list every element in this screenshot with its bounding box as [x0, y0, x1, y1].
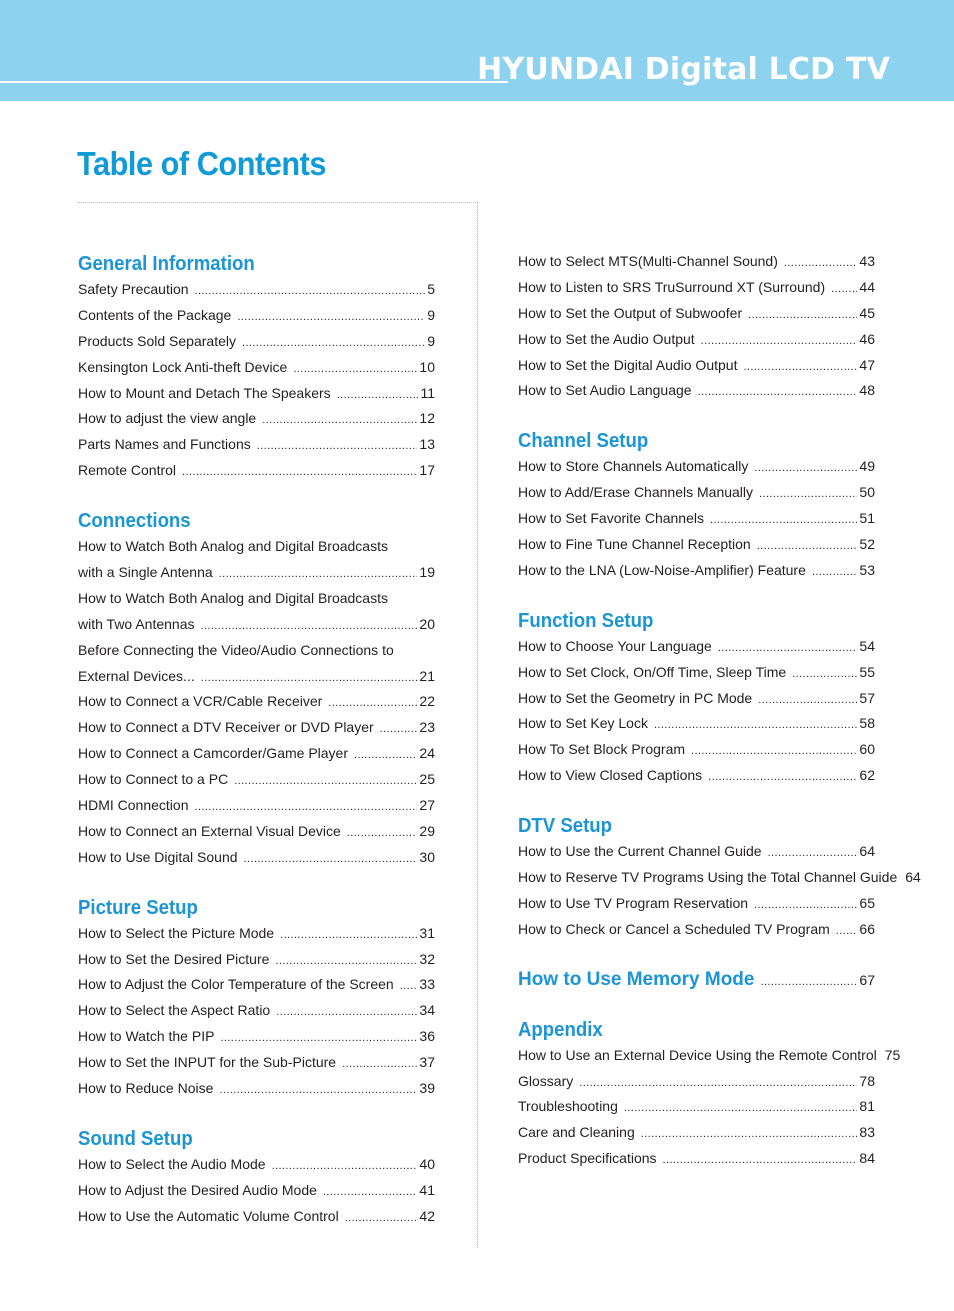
section-title: Picture Setup	[78, 896, 198, 919]
section-title: Appendix	[518, 1018, 603, 1041]
leader-dots	[347, 821, 418, 847]
leader-dots	[754, 456, 857, 482]
toc-entry-page: 62	[859, 767, 875, 784]
toc-entry-page: 64	[859, 843, 875, 860]
leader-dots	[195, 279, 426, 305]
toc-entry-title: How to Set Clock, On/Off Time, Sleep Time	[518, 663, 787, 680]
toc-entry-page: 65	[859, 894, 875, 911]
toc-entry-title: How to Mount and Detach The Speakers	[78, 384, 331, 401]
toc-entry-page: 34	[419, 1002, 435, 1019]
leader-dots	[754, 893, 857, 919]
leader-dots	[708, 765, 857, 791]
leader-dots	[836, 919, 858, 945]
toc-entry-title: How to Adjust the Color Temperature of the Screen	[78, 976, 394, 993]
toc-entry-page: 13	[419, 436, 435, 453]
toc-entry[interactable]	[518, 353, 875, 379]
toc-entry[interactable]	[518, 763, 875, 789]
toc-entry-page: 84	[859, 1150, 875, 1167]
toc-entry-title: How to Fine Tune Channel Reception	[518, 536, 751, 553]
leader-dots	[345, 1206, 418, 1232]
section-general-information	[78, 251, 435, 484]
toc-entry-title: Safety Precaution	[78, 281, 189, 297]
toc-entry-title: How to Check or Cancel a Scheduled TV Program	[518, 920, 830, 937]
leader-dots	[663, 1148, 858, 1174]
section-title: How to Use Memory Mode	[518, 968, 755, 990]
toc-entry-page: 67	[859, 971, 875, 988]
toc-entry-title: Glossary	[518, 1072, 574, 1089]
toc-entry-page: 51	[859, 510, 875, 527]
toc-entry-page: 45	[859, 304, 875, 321]
column-divider	[477, 202, 478, 1248]
toc-entry[interactable]	[518, 1069, 875, 1095]
toc-entry[interactable]	[78, 767, 435, 793]
toc-left-column	[78, 251, 435, 1230]
banner-rule	[0, 81, 508, 83]
toc-entry-page: 9	[427, 306, 435, 323]
section-appendix	[518, 1017, 901, 1172]
toc-right-column	[518, 249, 921, 1172]
toc-entry[interactable]	[78, 406, 435, 432]
section-sound-setup-continued	[518, 249, 875, 404]
toc-entry-page: 24	[419, 745, 435, 762]
toc-entry-title: How to Connect a Camcorder/Game Player	[78, 745, 348, 762]
toc-entry-title: Product Specifications	[518, 1150, 657, 1167]
toc-entry-page: 43	[859, 253, 875, 269]
leader-dots	[276, 1000, 417, 1026]
leader-dots	[748, 303, 857, 329]
toc-entry-page: 12	[419, 410, 435, 427]
toc-entry-page: 30	[419, 848, 435, 865]
toc-entry[interactable]	[518, 249, 875, 275]
toc-entry-title: Care and Cleaning	[518, 1124, 635, 1141]
toc-entry-title: HDMI Connection	[78, 797, 189, 814]
toc-entry-title: How to View Closed Captions	[518, 767, 703, 784]
toc-entry[interactable]	[518, 686, 875, 712]
toc-entry[interactable]	[518, 1146, 875, 1172]
toc-entry[interactable]	[518, 327, 875, 353]
leader-dots	[337, 383, 419, 409]
toc-entry[interactable]	[518, 454, 875, 480]
toc-entry[interactable]	[78, 793, 435, 819]
toc-entry-page: 81	[859, 1098, 875, 1115]
leader-dots	[757, 534, 858, 560]
toc-entry-title: How to Select the Audio Mode	[78, 1155, 266, 1172]
toc-entry[interactable]	[78, 947, 435, 973]
toc-entry-memory-mode[interactable]	[518, 965, 875, 995]
toc-entry[interactable]	[78, 560, 435, 586]
leader-dots	[784, 251, 858, 277]
leader-dots	[293, 357, 417, 383]
toc-entry[interactable]	[518, 301, 875, 327]
toc-entry-title: How to Connect to a PC	[78, 771, 229, 788]
toc-entry-text[interactable]: How to Watch Both Analog and Digital Broadcasts	[78, 589, 388, 606]
toc-entry[interactable]	[78, 741, 435, 767]
toc-entry[interactable]	[78, 355, 435, 381]
leader-dots	[768, 841, 858, 867]
toc-entry-page: 60	[859, 741, 875, 758]
section-picture-setup	[78, 895, 435, 1102]
leader-dots	[219, 562, 418, 588]
leader-dots	[380, 717, 418, 743]
toc-entry-title: How to Set the Digital Audio Output	[518, 356, 738, 373]
leader-dots	[812, 560, 858, 586]
leader-dots	[200, 614, 417, 640]
toc-entry-page: 52	[859, 536, 875, 553]
toc-entry[interactable]	[518, 660, 875, 686]
leader-dots	[262, 408, 417, 434]
leader-dots	[195, 795, 418, 821]
toc-entry-title: How to Choose Your Language	[518, 637, 712, 654]
toc-entry-title: How to Use TV Program Reservation	[518, 894, 749, 911]
toc-entry-page: 41	[419, 1181, 435, 1198]
toc-entry-page: 78	[859, 1072, 875, 1089]
page-title: Table of Contents	[77, 145, 326, 182]
toc-entry-page: 44	[859, 278, 875, 295]
toc-entry-title: How to Set the INPUT for the Sub-Picture	[78, 1054, 337, 1071]
toc-entry-title: How to Listen to SRS TruSurround XT (Surround)	[518, 278, 826, 295]
toc-entry[interactable]	[518, 275, 875, 301]
toc-entry[interactable]	[518, 839, 875, 865]
toc-entry-page: 31	[419, 924, 435, 941]
toc-entry[interactable]	[78, 819, 435, 845]
leader-dots	[354, 743, 417, 769]
toc-entry-title: How to Use an External Device Using the Remote Control	[518, 1046, 877, 1063]
toc-entry-page: 27	[419, 797, 435, 814]
toc-entry[interactable]	[78, 998, 435, 1024]
leader-dots	[701, 329, 858, 355]
toc-entry-page: 50	[859, 484, 875, 501]
leader-dots	[234, 769, 417, 795]
toc-entry-title: How to Use Digital Sound	[78, 848, 238, 865]
toc-entry-title: How to Set Audio Language	[518, 382, 692, 399]
leader-dots	[237, 305, 425, 331]
toc-entry-page: 66	[859, 920, 875, 937]
toc-entry-title: How to Use the Current Channel Guide	[518, 843, 762, 860]
toc-entry-page: 49	[859, 458, 875, 475]
toc-entry[interactable]	[518, 711, 875, 737]
toc-entry[interactable]	[518, 737, 875, 763]
toc-entry[interactable]	[78, 612, 435, 638]
section-connections	[78, 508, 435, 871]
toc-entry-page: 39	[419, 1080, 435, 1097]
leader-dots	[759, 482, 857, 508]
toc-entry[interactable]	[78, 381, 435, 407]
toc-entry-page: 46	[859, 330, 875, 347]
toc-entry-page: 83	[859, 1124, 875, 1141]
toc-entry[interactable]	[78, 715, 435, 741]
toc-entry-title: How to Set Key Lock	[518, 715, 648, 732]
toc-entry-page: 11	[420, 384, 435, 401]
section-sound-setup	[78, 1126, 435, 1230]
toc-entry-page: 42	[419, 1207, 435, 1224]
toc-entry-title: How to Select the Aspect Ratio	[78, 1002, 271, 1019]
toc-entry-title: How to Select MTS(Multi-Channel Sound)	[518, 253, 778, 269]
leader-dots	[710, 508, 857, 534]
leader-dots	[275, 949, 417, 975]
toc-entry-title: How to Set the Audio Output	[518, 330, 695, 347]
section-channel-setup	[518, 428, 875, 583]
toc-entry-page: 36	[419, 1028, 435, 1045]
section-function-setup	[518, 608, 875, 789]
leader-dots	[743, 355, 857, 381]
toc-entry[interactable]	[518, 891, 875, 917]
toc-entry-text[interactable]: How to Watch Both Analog and Digital Broadcasts	[78, 538, 388, 555]
toc-entry[interactable]	[518, 506, 875, 532]
toc-entry-title: How to Add/Erase Channels Manually	[518, 484, 754, 501]
toc-entry-title: How to Connect a VCR/Cable Receiver	[78, 693, 323, 710]
toc-entry[interactable]	[78, 845, 435, 871]
section-title: Function Setup	[518, 609, 654, 632]
leader-dots	[244, 847, 418, 873]
leader-dots	[691, 739, 857, 765]
leader-dots	[624, 1096, 858, 1122]
toc-entry-page: 9	[427, 332, 435, 349]
toc-entry-title: How to Set Favorite Channels	[518, 510, 704, 527]
toc-entry-title: Products Sold Separately	[78, 332, 236, 349]
section-title: DTV Setup	[518, 815, 613, 838]
toc-entry[interactable]	[518, 865, 921, 891]
toc-entry-title: How to Select the Picture Mode	[78, 924, 275, 941]
leader-dots	[220, 1026, 417, 1052]
section-dtv-setup	[518, 813, 921, 943]
header-banner	[0, 0, 954, 101]
leader-dots	[280, 923, 417, 949]
toc-entry[interactable]	[78, 1050, 435, 1076]
leader-dots	[257, 434, 418, 460]
toc-entry-title: Kensington Lock Anti-theft Device	[78, 358, 288, 375]
toc-entry-page: 53	[859, 561, 875, 578]
toc-entry-page: 48	[859, 382, 875, 399]
toc-entry-title: Parts Names and Functions	[78, 436, 251, 453]
toc-entry[interactable]	[518, 917, 875, 943]
toc-entry-page: 40	[419, 1155, 435, 1172]
toc-entry[interactable]	[78, 277, 435, 303]
toc-entry[interactable]	[78, 329, 435, 355]
toc-entry-text[interactable]: Before Connecting the Video/Audio Connections to	[78, 641, 394, 658]
toc-entry[interactable]	[78, 458, 435, 484]
toc-entry-page: 47	[859, 356, 875, 373]
toc-entry-title: How to Reserve TV Programs Using the Total Channel Guide	[518, 869, 898, 886]
leader-dots	[758, 688, 857, 714]
section-title: Sound Setup	[78, 1127, 193, 1150]
toc-entry[interactable]	[518, 1043, 901, 1069]
leader-dots	[272, 1154, 418, 1180]
section-title: General Information	[78, 253, 255, 275]
toc-entry-title: with Two Antennas	[78, 615, 195, 632]
leader-dots	[718, 636, 858, 662]
toc-entry-title: with a Single Antenna	[78, 564, 213, 581]
leader-dots	[201, 666, 418, 692]
toc-entry-page: 22	[419, 693, 435, 710]
toc-entry-page: 64	[905, 869, 921, 886]
toc-entry-page: 21	[419, 667, 435, 684]
leader-dots	[698, 380, 858, 406]
toc-entry-title: How To Set Block Program	[518, 741, 686, 758]
toc-entry[interactable]	[78, 1204, 435, 1230]
toc-entry-title: How to Connect a DTV Receiver or DVD Player	[78, 719, 374, 736]
toc-entry-title: How to Set the Output of Subwoofer	[518, 304, 743, 321]
toc-entry-page: 5	[427, 281, 435, 297]
toc-entry-page: 37	[419, 1054, 435, 1071]
toc-entry[interactable]	[518, 378, 875, 404]
toc-entry-title: How to Use the Automatic Volume Control	[78, 1207, 339, 1224]
toc-entry-page: 19	[419, 564, 435, 581]
toc-entry-title: Remote Control	[78, 462, 177, 479]
toc-entry-page: 29	[419, 822, 435, 839]
toc-entry-page: 23	[419, 719, 435, 736]
dotted-divider	[77, 202, 478, 203]
toc-entry-page: 75	[884, 1046, 901, 1063]
toc-entry-page: 57	[859, 689, 875, 706]
leader-dots	[760, 967, 857, 997]
toc-entry[interactable]	[518, 480, 875, 506]
leader-dots	[342, 1052, 417, 1078]
leader-dots	[400, 974, 418, 1000]
toc-entry[interactable]	[518, 1120, 875, 1146]
toc-entry[interactable]	[78, 1076, 435, 1102]
leader-dots	[182, 460, 417, 486]
toc-entry[interactable]	[78, 1152, 435, 1178]
toc-entry-title: How to Watch the PIP	[78, 1028, 215, 1045]
toc-entry-title: How to Reduce Noise	[78, 1080, 214, 1097]
toc-entry[interactable]	[518, 1094, 875, 1120]
toc-entry[interactable]	[78, 972, 435, 998]
toc-entry-title: How to Set the Geometry in PC Mode	[518, 689, 753, 706]
leader-dots	[831, 277, 857, 303]
toc-entry-title: How to Adjust the Desired Audio Mode	[78, 1181, 317, 1198]
leader-dots	[792, 662, 857, 688]
toc-entry-page: 33	[419, 976, 435, 993]
leader-dots	[323, 1180, 418, 1206]
toc-entry[interactable]	[78, 432, 435, 458]
leader-dots	[654, 713, 857, 739]
toc-entry[interactable]	[78, 1024, 435, 1050]
leader-dots	[242, 331, 425, 357]
toc-entry-title: How to adjust the view angle	[78, 410, 257, 427]
leader-dots	[328, 691, 417, 717]
toc-entry[interactable]	[518, 532, 875, 558]
leader-dots	[219, 1078, 417, 1104]
toc-entry-page: 54	[859, 637, 875, 654]
leader-dots	[641, 1122, 858, 1148]
toc-entry[interactable]	[78, 921, 435, 947]
toc-entry-title: External Devices...	[78, 667, 195, 684]
section-title: Channel Setup	[518, 430, 649, 453]
toc-entry-page: 55	[859, 663, 875, 680]
toc-entry-page: 10	[419, 358, 435, 375]
toc-entry[interactable]	[78, 664, 435, 690]
toc-entry-page: 58	[859, 715, 875, 732]
toc-entry[interactable]	[518, 558, 875, 584]
toc-entry-page: 32	[419, 950, 435, 967]
toc-entry-title: How to the LNA (Low-Noise-Amplifier) Feature	[518, 561, 806, 578]
toc-entry-title: Troubleshooting	[518, 1098, 618, 1115]
leader-dots	[579, 1071, 857, 1097]
toc-entry[interactable]	[78, 1178, 435, 1204]
toc-entry-title: How to Connect an External Visual Device	[78, 822, 341, 839]
toc-entry[interactable]	[78, 303, 435, 329]
toc-entry-page: 20	[419, 615, 435, 632]
toc-entry-title: How to Store Channels Automatically	[518, 458, 749, 475]
toc-entry[interactable]	[518, 634, 875, 660]
toc-entry[interactable]	[78, 689, 435, 715]
toc-entry-title: How to Set the Desired Picture	[78, 950, 270, 967]
brand-title: HYUNDAI Digital LCD TV	[477, 52, 890, 87]
toc-entry-title: Contents of the Package	[78, 306, 232, 323]
toc-entry-page: 17	[419, 462, 435, 479]
section-title: Connections	[78, 510, 191, 533]
toc-entry-page: 25	[419, 771, 435, 788]
